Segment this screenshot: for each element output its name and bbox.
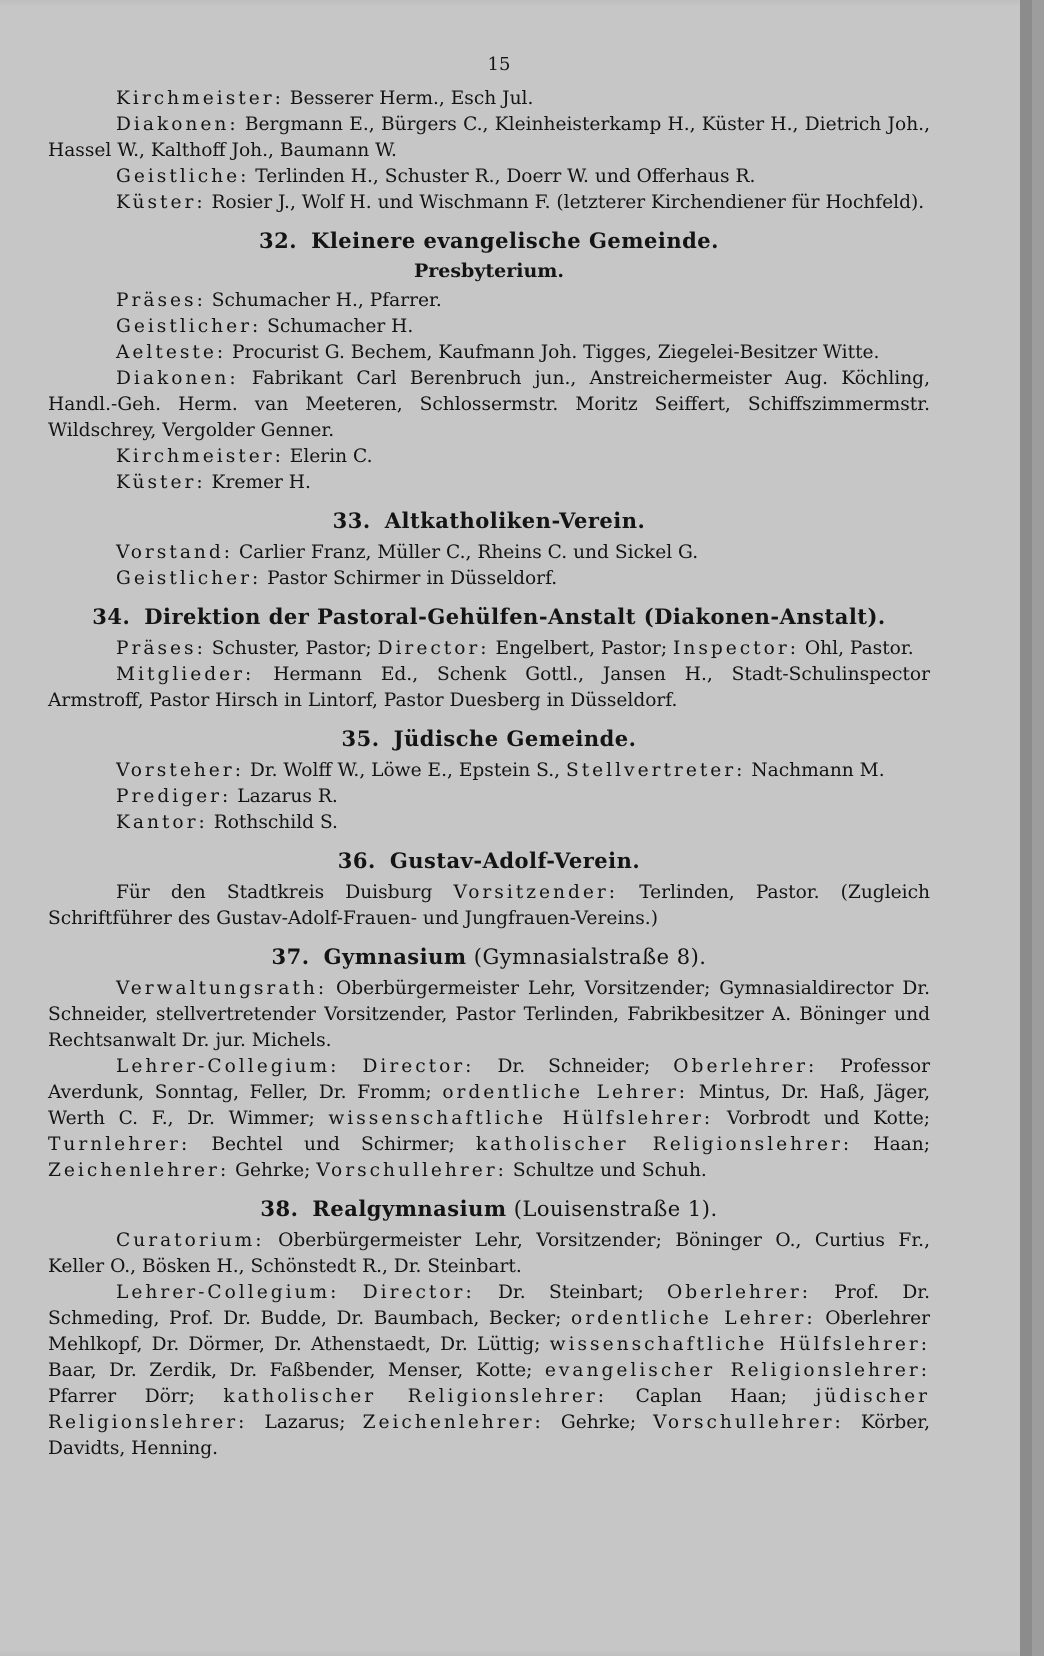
entry-text: Procurist G. Bechem, Kaufmann Joh. Tigges, Ziegelei-Besitzer Witte. — [226, 342, 880, 363]
section-title: Altkatholiken-Verein. — [384, 508, 646, 533]
role-label: Vorschullehrer: — [316, 1160, 507, 1181]
section-heading — [48, 848, 930, 874]
role-label: Diakonen: — [116, 368, 239, 389]
register-entry — [48, 288, 930, 314]
role-label: Vorsteher: — [116, 760, 244, 781]
entry-text: Mintus, Dr. Haß, Jäger, Werth C. F., Dr. Wimmer; — [48, 1082, 931, 1129]
entry-text: Carlier Franz, Müller C., Rheins C. und Sickel G. — [233, 542, 699, 563]
role-label: Lehrer-Collegium: — [116, 1056, 340, 1077]
entry-text: Schumacher H., Pfarrer. — [205, 290, 442, 311]
role-label: Diakonen: — [116, 114, 239, 135]
page-edge — [1020, 0, 1032, 1656]
role-label: Zeichenlehrer: — [362, 1412, 544, 1433]
entry-text: Vorbrodt und Kotte; — [713, 1108, 930, 1129]
section-title: Gustav-Adolf-Verein. — [389, 848, 641, 873]
register-entry — [48, 444, 930, 470]
section-title: Gymnasium — [323, 944, 467, 969]
section-number: 33. — [332, 508, 371, 533]
entry-text: Engelbert, Pastor; — [489, 638, 673, 659]
role-label: Curatorium: — [116, 1230, 265, 1251]
entry-text: Dr. Wolff W., Löwe E., Epstein S., — [243, 760, 566, 781]
role-label: Vorschullehrer: — [653, 1412, 844, 1433]
register-entry — [48, 1280, 930, 1462]
role-label: Präses: — [116, 290, 206, 311]
register-entry — [48, 810, 930, 836]
role-label: Kirchmeister: — [116, 446, 284, 467]
role-label: Prediger: — [116, 786, 232, 807]
role-label: Verwaltungsrath: — [116, 978, 328, 999]
entry-text: Lazarus; — [247, 1412, 363, 1433]
register-entry — [48, 880, 930, 932]
section-address: (Gymnasialstraße 8). — [466, 945, 707, 969]
role-label: Zeichenlehrer: — [48, 1160, 230, 1181]
section-address: (Louisenstraße 1). — [506, 1197, 718, 1221]
role-label: katholischer Religionslehrer: — [223, 1386, 608, 1407]
entry-text: Oberbürgermeister Lehr, Vorsitzender; Gymnasialdirector Dr. Schneider, stellvertretender Vorsitzender, Pastor Terlinden, Fabrikbesitzer A. Böninger und Rechtsanwalt Dr. jur. Michels. — [48, 978, 930, 1051]
register-entry — [48, 366, 930, 444]
role-label: jüdischer Religionslehrer: — [48, 1386, 930, 1433]
role-label: ordentliche Lehrer: — [442, 1082, 689, 1103]
subsection-heading: Presbyterium. — [413, 260, 565, 282]
role-label: evangelischer Religionslehrer: — [544, 1360, 931, 1381]
register-entry — [48, 636, 930, 662]
section-number: 34. — [92, 604, 131, 629]
role-label: Oberlehrer: — [673, 1056, 818, 1077]
entry-text: Rosier J., Wolf H. und Wischmann F. (letzterer Kirchendiener für Hochfeld). — [205, 192, 925, 213]
section-number: 35. — [341, 726, 380, 751]
register-entry — [48, 1054, 930, 1184]
section-heading — [48, 604, 930, 630]
section-number: 36. — [337, 848, 376, 873]
section-title: Jüdische Gemeinde. — [393, 726, 637, 751]
role-label: katholischer Religionslehrer: — [475, 1134, 853, 1155]
entry-text: Haan; — [852, 1134, 930, 1155]
entry-text: Ohl, Pastor. — [799, 638, 914, 659]
role-label: Mitglieder: — [116, 664, 255, 685]
entry-text: Kremer H. — [205, 472, 311, 493]
entry-text: Besserer Herm., Esch Jul. — [283, 88, 534, 109]
entry-text: Dr. Schneider; — [474, 1056, 674, 1077]
role-label: Kirchmeister: — [116, 88, 284, 109]
register-entry — [48, 470, 930, 496]
entry-text: Bergmann E., Bürgers C., Kleinheisterkamp H., Küster H., Dietrich Joh., Hassel W., Kalthoff Joh., Baumann W. — [48, 114, 930, 161]
entry-text: Hermann Ed., Schenk Gottl., Jansen H., Stadt-Schulinspector Armstroff, Pastor Hirsch in Lintorf, Pastor Duesberg in Düsseldorf. — [48, 664, 930, 711]
section-heading — [48, 228, 930, 254]
entry-text: Bechtel und Schirmer; — [190, 1134, 476, 1155]
section-title: Kleinere evangelische Gemeinde. — [311, 228, 719, 253]
register-entry — [48, 164, 930, 190]
page-number: 15 — [487, 54, 511, 75]
role-label: Director: — [362, 1056, 475, 1077]
section-number: 38. — [260, 1196, 299, 1221]
entry-text: Für den Stadtkreis Duisburg — [116, 882, 454, 903]
role-label: Stellvertreter: — [565, 760, 746, 781]
section-number: 32. — [259, 228, 298, 253]
entry-text — [339, 1282, 362, 1303]
role-label: Director: — [362, 1282, 475, 1303]
role-label: Vorstand: — [116, 542, 234, 563]
section-heading — [48, 1196, 930, 1222]
section-title: Realgymnasium — [312, 1196, 507, 1221]
role-label: wissenschaftliche Hülfslehrer: — [328, 1108, 714, 1129]
role-label: Director: — [377, 638, 490, 659]
entry-text: Elerin C. — [283, 446, 373, 467]
entry-text: Terlinden, Pastor. (Zugleich Schriftführer des Gustav-Adolf-Frauen- und Jungfrauen-Vereins.) — [48, 882, 930, 929]
entry-text: Nachmann M. — [745, 760, 885, 781]
role-label: Aelteste: — [116, 342, 227, 363]
entry-text: Baar, Dr. Zerdik, Dr. Faßbender, Menser, Kotte; — [48, 1360, 545, 1381]
role-label: Turnlehrer: — [48, 1134, 191, 1155]
role-label: Präses: — [116, 638, 206, 659]
entry-text: Professor Averdunk, Sonntag, Feller, Dr. Fromm; — [48, 1056, 930, 1103]
section-heading — [48, 726, 930, 752]
entry-text: Oberbürgermeister Lehr, Vorsitzender; Böninger O., Curtius Fr., Keller O., Bösken H., Schönstedt R., Dr. Steinbart. — [48, 1230, 930, 1277]
role-label: wissenschaftliche Hülfslehrer: — [549, 1334, 930, 1355]
register-entry — [48, 540, 930, 566]
register-entry — [48, 1228, 930, 1280]
page-content — [48, 52, 930, 1462]
register-entry — [48, 340, 930, 366]
register-entry — [48, 662, 930, 714]
entry-text: Rothschild S. — [207, 812, 338, 833]
entry-text: Pastor Schirmer in Düsseldorf. — [261, 568, 558, 589]
register-entry — [48, 758, 930, 784]
entry-text: Schultze und Schuh. — [506, 1160, 707, 1181]
section-heading — [48, 944, 930, 970]
entry-text: Schumacher H. — [261, 316, 414, 337]
role-label: ordentliche Lehrer: — [571, 1308, 816, 1329]
entry-text: Prof. Dr. Schmeding, Prof. Dr. Budde, Dr. Baumbach, Becker; — [48, 1282, 930, 1329]
entry-text: Oberlehrer Mehlkopf, Dr. Dörmer, Dr. Athenstaedt, Dr. Lüttig; — [48, 1308, 930, 1355]
role-label: Geistlicher: — [116, 316, 262, 337]
register-entry — [48, 190, 930, 216]
register-entry — [48, 112, 930, 164]
entry-text: Gehrke; — [543, 1412, 654, 1433]
entry-text: Körber, Davidts, Henning. — [48, 1412, 931, 1459]
entry-text: Fabrikant Carl Berenbruch jun., Anstreichermeister Aug. Köchling, Handl.-Geh. Herm. van Meeteren, Schlossermstr. Moritz Seiffert, Schiffszimmermstr. Wildschrey, Vergolder Genner. — [48, 368, 930, 441]
role-label: Oberlehrer: — [667, 1282, 812, 1303]
entry-text: Gehrke; — [229, 1160, 317, 1181]
entry-text: Terlinden H., Schuster R., Doerr W. und Offerhaus R. — [249, 166, 756, 187]
entry-text: Pfarrer Dörr; — [48, 1386, 224, 1407]
role-label: Küster: — [116, 192, 206, 213]
role-label: Geistlicher: — [116, 568, 262, 589]
entry-text: Dr. Steinbart; — [474, 1282, 667, 1303]
entry-text: Caplan Haan; — [607, 1386, 816, 1407]
section-title: Direktion der Pastoral-Gehülfen-Anstalt (Diakonen-Anstalt). — [144, 604, 886, 629]
entry-text: Schuster, Pastor; — [205, 638, 378, 659]
register-entry — [48, 784, 930, 810]
register-entry — [48, 976, 930, 1054]
entry-text: Lazarus R. — [231, 786, 338, 807]
role-label: Vorsitzender: — [453, 882, 619, 903]
register-entry — [48, 86, 930, 112]
role-label: Küster: — [116, 472, 206, 493]
role-label: Inspector: — [673, 638, 800, 659]
register-entry — [48, 566, 930, 592]
section-heading — [48, 508, 930, 534]
role-label: Kantor: — [116, 812, 208, 833]
section-number: 37. — [271, 944, 310, 969]
role-label: Lehrer-Collegium: — [116, 1282, 340, 1303]
entry-text — [339, 1056, 362, 1077]
role-label: Geistliche: — [116, 166, 250, 187]
register-entry — [48, 314, 930, 340]
